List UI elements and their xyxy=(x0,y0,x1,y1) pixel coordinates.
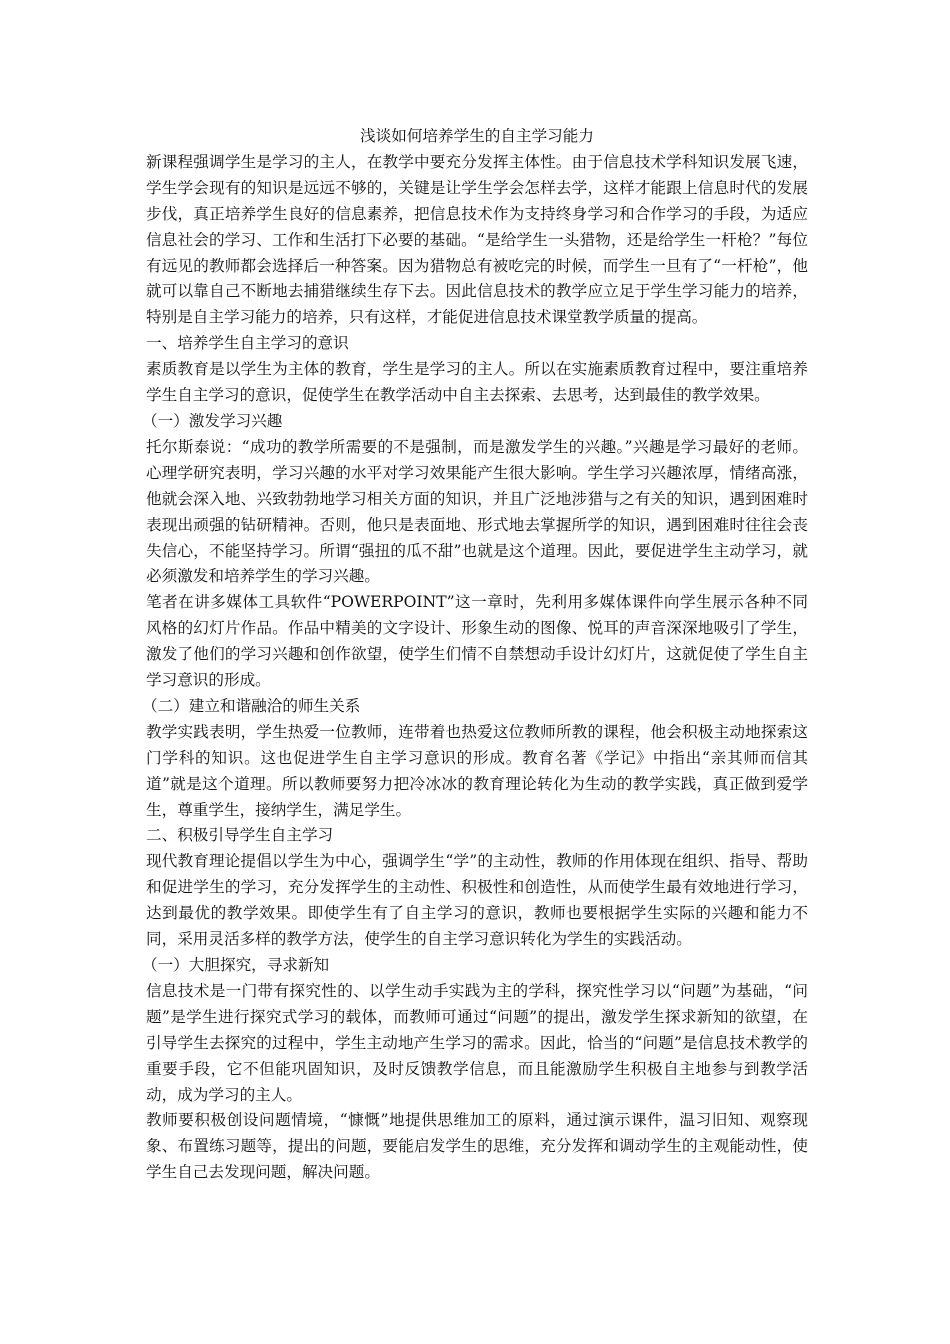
section-2-body: 现代教育理论提倡以学生为中心，强调学生“学”的主动性，教师的作用体现在组织、指导、帮助和促进学生的学习，充分发挥学生的主动性、积极性和创造性，从而使学生最有效地进行学习，达到最优的教学效果。即使学生有了自主学习的意识，教师也要根据学生实际的兴趣和能力不同，采用灵活多样的教学方法，使学生的自主学习意识转化为学生的实践活动。 xyxy=(146,852,808,949)
section-1-sub-1-para-1: 托尔斯泰说：“成功的教学所需要的不是强制，而是激发学生的兴趣。”兴趣是学习最好的老师。心理学研究表明，学习兴趣的水平对学习效果能产生很大影响。学生学习兴趣浓厚，情绪高涨，他就会深入地、兴致勃勃地学习相关方面的知识，并且广泛地涉猎与之有关的知识，遇到困难时表现出顽强的钻研精神。否则，他只是表面地、形式地去掌握所学的知识，遇到困难时往往会丧失信心，不能坚持学习。所谓“强扭的瓜不甜”也就是这个道理。因此，要促进学生主动学习，就必须激发和培养学生的学习兴趣。 xyxy=(146,437,808,586)
section-1-sub-1-heading: （一）激发学习兴趣 xyxy=(142,411,283,430)
section-1-body: 素质教育是以学生为主体的教育，学生是学习的主人。所以在实施素质教育过程中，要注重培养学生自主学习的意识，促使学生在教学活动中自主去探索、去思考，达到最佳的教学效果。 xyxy=(146,360,808,405)
section-2-heading: 二、积极引导学生自主学习 xyxy=(146,826,334,845)
section-1-heading: 一、培养学生自主学习的意识 xyxy=(146,334,349,353)
document-page xyxy=(142,124,808,1186)
section-1-sub-2-para-1: 教学实践表明，学生热爱一位教师，连带着也热爱这位教师所教的课程，他会积极主动地探索这门学科的知识。这也促进学生自主学习意识的形成。教育名著《学记》中指出“亲其师而信其道”就是这个道理。所以教师要努力把冷冰冰的教育理论转化为生动的教学实践，真正做到爱学生，尊重学生，接纳学生，满足学生。 xyxy=(146,722,808,819)
section-2-sub-1-para-2: 教师要积极创设问题情境，“慷慨”地提供思维加工的原料，通过演示课件，温习旧知、观察现象、布置练习题等，提出的问题，要能启发学生的思维，充分发挥和调动学生的主观能动性，使学生自己去发现问题，解决问题。 xyxy=(146,1111,808,1182)
section-2-sub-1-heading: （一）大胆探究，寻求新知 xyxy=(142,956,330,974)
intro-paragraph: 新课程强调学生是学习的主人，在教学中要充分发挥主体性。由于信息技术学科知识发展飞速，学生学会现有的知识是远远不够的，关键是让学生学会怎样去学，这样才能跟上信息时代的发展步伐，真正培养学生良好的信息素养，把信息技术作为支持终身学习和合作学习的手段，为适应信息社会的学习、工作和生活打下必要的基础。“是给学生一头猎物，还是给学生一杆枪？”每位有远见的教师都会选择后一种答案。因为猎物总有被吃完的时候，而学生一旦有了“一杆枪”，他就可以靠自己不断地去捕猎继续生存下去。因此信息技术的教学应立足于学生学习能力的培养，特别是自主学习能力的培养，只有这样，才能促进信息技术课堂教学质量的提高。 xyxy=(146,152,808,327)
document-title: 浅谈如何培养学生的自主学习能力 xyxy=(360,127,594,145)
section-1-sub-2-heading: （二）建立和谐融洽的师生关系 xyxy=(142,696,361,715)
section-2-sub-1-para-1: 信息技术是一门带有探究性的、以学生动手实践为主的学科，探究性学习以“问题”为基础，“问题”是学生进行探究式学习的载体，而教师可通过“问题”的提出，激发学生探求新知的欲望，在引导学生去探究的过程中，学生主动地产生学习的需求。因此，恰当的“问题”是信息技术教学的重要手段，它不但能巩固知识，及时反馈教学信息，而且能激励学生积极自主地参与到教学活动，成为学习的主人。 xyxy=(146,981,808,1104)
section-1-sub-1-para-2: 笔者在讲多媒体工具软件“POWERPOINT”这一章时，先利用多媒体课件向学生展示各种不同风格的幻灯片作品。作品中精美的文字设计、形象生动的图像、悦耳的声音深深地吸引了学生，激发了他们的学习兴趣和创作欲望，使学生们情不自禁想动手设计幻灯片，这就促使了学生自主学习意识的形成。 xyxy=(146,593,808,690)
